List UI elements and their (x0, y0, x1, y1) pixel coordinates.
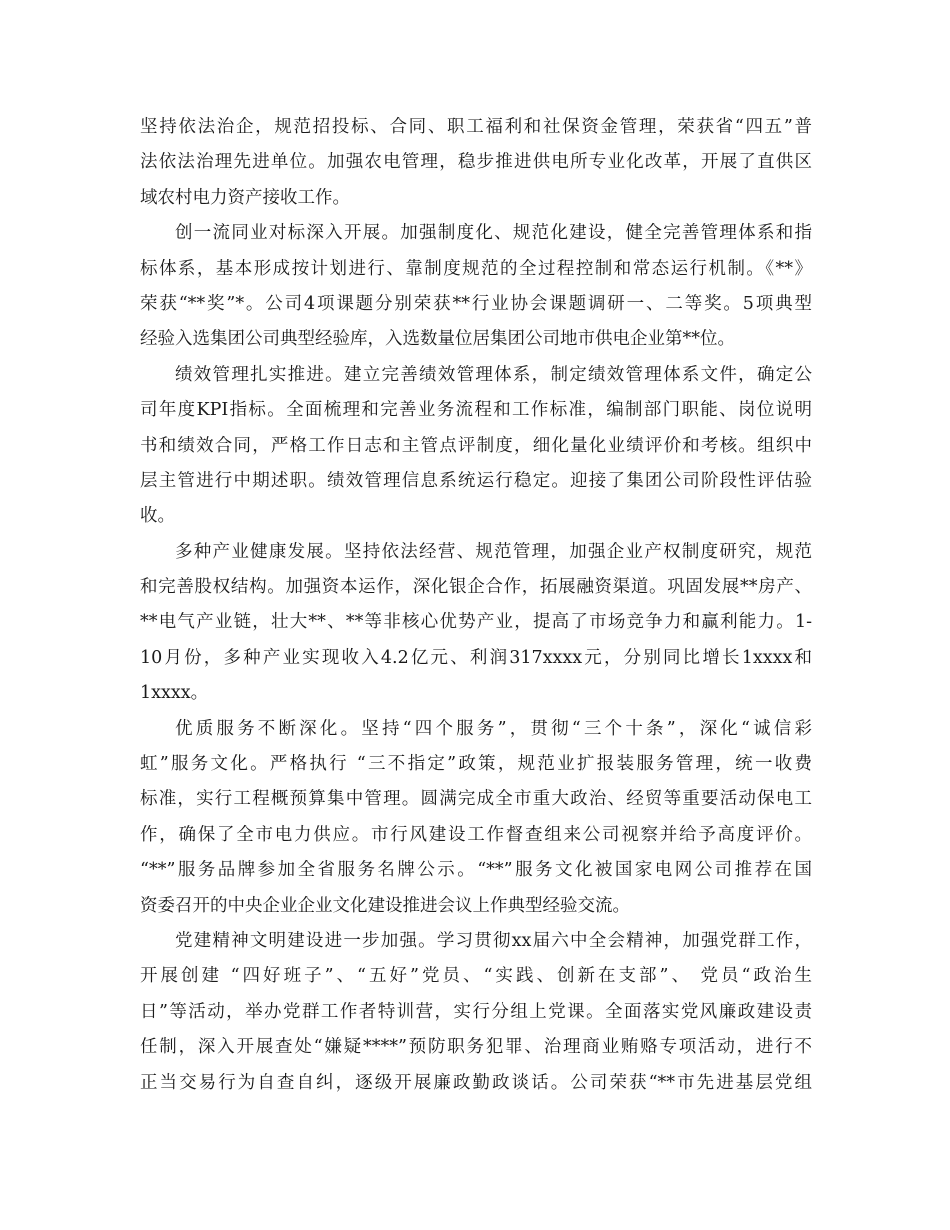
text-line: 开展创建 “四好班子”、“五好”党员、“实践、创新在支部”、 党员“政治生 (140, 966, 812, 987)
text-line: 创一流同业对标深入开展。加强制度化、规范化建设，健全完善管理体系和指 (175, 223, 812, 244)
text-line: 党建精神文明建设进一步加强。学习贯彻xx届六中全会精神，加强党群工作， (175, 930, 812, 951)
text-line: 标体系，基本形成按计划进行、靠制度规范的全过程控制和常态运行机制。《**》 (140, 258, 812, 279)
text-line: 司年度KPI指标。全面梳理和完善业务流程和工作标准，编制部门职能、岗位说明 (140, 400, 812, 421)
text-line: 书和绩效合同，严格工作日志和主管点评制度，细化量化业绩评价和考核。组织中 (140, 435, 812, 456)
text-line: 正当交易行为自查自纠，逐级开展廉政勤政谈话。公司荣获“**市先进基层党组 (140, 1072, 812, 1093)
body-text (140, 110, 812, 1101)
text-line: 优质服务不断深化。坚持“四个服务”，贯彻“三个十条”，深化“诚信彩 (175, 718, 812, 739)
text-line: 绩效管理扎实推进。建立完善绩效管理体系，制定绩效管理体系文件，确定公 (175, 364, 812, 385)
text-line: 虹”服务文化。严格执行 “三不指定”政策，规范业扩报装服务管理，统一收费 (140, 754, 812, 775)
text-line: 和完善股权结构。加强资本运作，深化银企合作，拓展融资渠道。巩固发展**房产、 (140, 577, 812, 598)
text-line: 标准，实行工程概预算集中管理。圆满完成全市重大政治、经贸等重要活动保电工 (140, 789, 812, 810)
text-line: 10月份，多种产业实现收入4.2亿元、利润317xxxx元，分别同比增长1xxxx和 (140, 647, 812, 668)
text-line: 1xxxx。 (140, 683, 209, 704)
text-line: 收。 (140, 506, 175, 527)
text-line: 多种产业健康发展。坚持依法经营、规范管理，加强企业产权制度研究，规范 (175, 541, 812, 562)
text-line: 坚持依法治企，规范招投标、合同、职工福利和社保资金管理，荣获省“四五”普 (140, 117, 812, 137)
text-line: 荣获“**奖”*。公司4项课题分别荣获**行业协会课题调研一、二等奖。5项典型 (140, 293, 812, 314)
text-line: 资委召开的中央企业企业文化建设推进会议上作典型经验交流。 (140, 895, 630, 916)
text-line: 法依法治理先进单位。加强农电管理，稳步推进供电所专业化改革，开展了直供区 (140, 152, 812, 173)
text-line: 经验入选集团公司典型经验库，入选数量位居集团公司地市供电企业第**位。 (140, 329, 735, 350)
text-line: 作，确保了全市电力供应。市行风建设工作督查组来公司视察并给予高度评价。 (140, 824, 812, 845)
text-line: 日”等活动，举办党群工作者特训营，实行分组上党课。全面落实党风廉政建设责 (140, 1001, 812, 1022)
text-line: 层主管进行中期述职。绩效管理信息系统运行稳定。迎接了集团公司阶段性评估验 (140, 470, 812, 491)
text-line: “**”服务品牌参加全省服务名牌公示。“**”服务文化被国家电网公司推荐在国 (140, 860, 812, 881)
text-line: **电气产业链，壮大**、**等非核心优势产业，提高了市场竞争力和赢利能力。1- (140, 612, 812, 633)
text-line: 域农村电力资产接收工作。 (140, 187, 350, 208)
text-line: 任制，深入开展查处“嫌疑****”预防职务犯罪、治理商业贿赂专项活动，进行不 (140, 1037, 812, 1058)
